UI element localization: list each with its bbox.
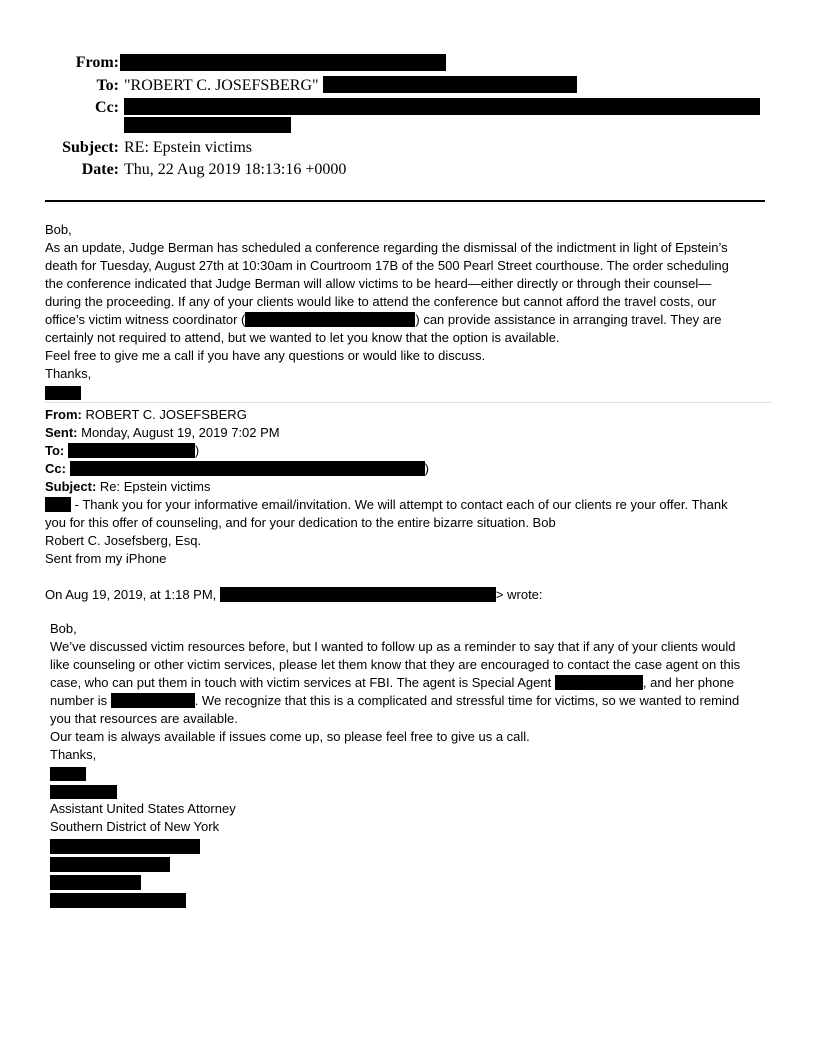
- body-line: [45, 496, 728, 514]
- redaction-name: [45, 497, 71, 512]
- signature: Robert C. Josefsberg, Esq.: [45, 533, 202, 548]
- body-line-coordinator: [45, 311, 729, 329]
- date-label: Date:: [81, 161, 119, 178]
- paren: ): [194, 443, 200, 458]
- redaction-sig-line1: [50, 839, 200, 854]
- sent-row: [45, 424, 728, 442]
- redaction-signature: [45, 386, 81, 400]
- redaction-sig-line3: [50, 875, 141, 890]
- body-text: case, who can put them in touch with victim services at FBI. The agent is Special Agent: [50, 675, 552, 690]
- subject-label: Subject:: [45, 479, 97, 494]
- body-line: We’ve discussed victim resources before, but I wanted to follow up as a reminder to say that if any of your clients would: [50, 639, 736, 654]
- body-line: during the proceeding. If any of your clients would like to attend the conference but cannot afford the travel costs, our: [45, 294, 717, 309]
- body-line: you for this offer of counseling, and for your dedication to the entire bizarre situation. Bob: [45, 515, 556, 530]
- cc-label: Cc:: [45, 461, 66, 476]
- body-text: number is: [50, 693, 108, 708]
- redaction-from: [120, 54, 446, 71]
- body-text: office’s victim witness coordinator (: [45, 312, 246, 327]
- to-label: To:: [45, 443, 65, 458]
- from-value: ROBERT C. JOSEFSBERG: [85, 407, 247, 422]
- body-text: - Thank you for your informative email/invitation. We will attempt to contact each of our clients re your offer. Thank: [71, 497, 728, 512]
- subject-value: RE: Epstein victims: [124, 139, 252, 156]
- to-label: To:: [96, 77, 119, 94]
- sent-value: Monday, August 19, 2019 7:02 PM: [81, 425, 280, 440]
- message-1-body: [45, 221, 729, 383]
- body-line: [50, 692, 740, 710]
- redaction-sig-line2: [50, 857, 170, 872]
- closing: Thanks,: [50, 747, 97, 762]
- paren: ): [424, 461, 429, 476]
- to-row: [45, 442, 728, 460]
- message-divider: [45, 402, 772, 403]
- cc-row: [45, 460, 728, 478]
- redaction-phone: [111, 693, 195, 708]
- message-3-body: [50, 620, 740, 764]
- redaction-sig-name: [50, 767, 86, 781]
- body-line: Our team is always available if issues come up, so please feel free to give us a call.: [50, 729, 530, 744]
- redaction-sig-fullname: [50, 785, 117, 799]
- from-label: From:: [75, 54, 119, 71]
- body-line: [50, 674, 740, 692]
- cc-label: Cc:: [95, 99, 119, 116]
- to-value: "ROBERT C. JOSEFSBERG": [124, 77, 319, 94]
- redaction-cc-line1: [124, 98, 760, 115]
- body-line: Feel free to give me a call if you have any questions or would like to discuss.: [45, 348, 486, 363]
- body-line: you that resources are available.: [50, 711, 238, 726]
- redaction-cc: [70, 461, 425, 476]
- sent-label: Sent:: [45, 425, 78, 440]
- body-line: the conference indicated that Judge Berman will allow victims to be heard—either directly or through their counsel—: [45, 276, 712, 291]
- redaction-to: [323, 76, 577, 93]
- signature-block: [50, 800, 236, 836]
- redaction-coordinator: [245, 312, 415, 327]
- from-row: [45, 406, 728, 424]
- sent-from: Sent from my iPhone: [45, 551, 167, 566]
- body-line: As an update, Judge Berman has scheduled a conference regarding the dismissal of the indictment in light of Epstein’s: [45, 240, 728, 255]
- body-text: . We recognize that this is a complicated and stressful time for victims, so we wanted to remind: [194, 693, 740, 708]
- body-text: , and her phone: [642, 675, 734, 690]
- greeting: Bob,: [50, 621, 77, 636]
- body-text: > wrote:: [495, 587, 543, 602]
- subject-row: [45, 478, 728, 496]
- greeting: Bob,: [45, 222, 72, 237]
- email-header: [0, 0, 816, 200]
- body-line: like counseling or other victim services, please let them know that they are encouraged to contact the case agent on this: [50, 657, 741, 672]
- date-value: Thu, 22 Aug 2019 18:13:16 +0000: [124, 161, 347, 178]
- redaction-to: [68, 443, 195, 458]
- redaction-cc-line2: [124, 117, 291, 133]
- redaction-sender: [220, 587, 496, 602]
- body-text: ) can provide assistance in arranging travel. They are: [415, 312, 722, 327]
- header-divider: [45, 200, 765, 202]
- body-text: On Aug 19, 2019, at 1:18 PM,: [45, 587, 217, 602]
- body-line: death for Tuesday, August 27th at 10:30am in Courtroom 17B of the 500 Pearl Street courthouse. The order scheduling: [45, 258, 729, 273]
- closing: Thanks,: [45, 366, 92, 381]
- message-2: [45, 406, 728, 604]
- from-label: From:: [45, 407, 82, 422]
- redaction-agent: [555, 675, 643, 690]
- body-line: certainly not required to attend, but we wanted to let you know that the option is available.: [45, 330, 560, 345]
- spacer: [45, 568, 728, 586]
- subject-label: Subject:: [62, 139, 119, 156]
- signature-title: Assistant United States Attorney: [50, 801, 236, 816]
- wrote-line: [45, 586, 728, 604]
- subject-value: Re: Epstein victims: [99, 479, 211, 494]
- redaction-sig-line4: [50, 893, 186, 908]
- signature-office: Southern District of New York: [50, 819, 220, 834]
